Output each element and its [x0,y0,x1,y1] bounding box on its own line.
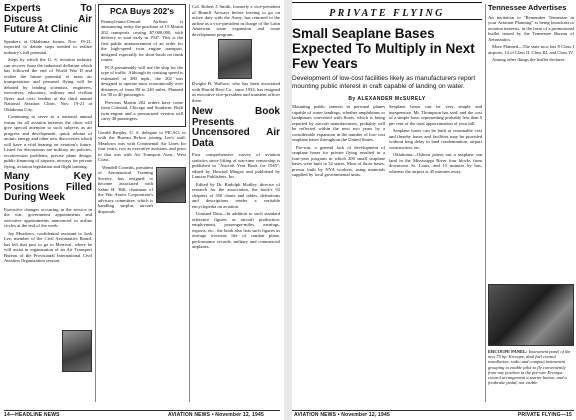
pca-box [98,4,186,127]
lead-headline: Small Seaplane Bases Expected To Multiply in Next Few Years [292,26,475,71]
headline-key-positions: Many Key Positions Filled During Week [4,171,92,203]
article-paragraph: Among other things the leaflet declares: [492,57,566,63]
article-paragraph: Wendell Coombs, president of Aeronautical Training Society, has resigned to become associated with Sabin H. Hill, chairman of the War Assets Corporation's advisory committee, which is handling surplus aircraft disposals. [98,164,153,214]
portrait-photo [218,39,252,79]
page-gutter [284,0,292,420]
left-page [0,0,284,420]
column-rule [485,4,486,402]
article-paragraph: Gerald Brophy, U. S. delegate to PICAO, or with the Bureau Before joining Lee's staff, Meadows was with Continental Air Lines for four years, two as executive assistant, and prior to that was with Air Transport Assn., West Coast. [98,129,186,163]
headline-air-clinic: Experts To Discuss Air Future At Clinic [4,4,92,35]
article-paragraph: Seaplane bases can be very simple and inexpensive. Mr. Thompson has said, and the cost of a simple base, representing probably less than 5 per cent of the total approximation of your bill. [389,104,482,126]
article-paragraph: Steps by which the U. S. aviation industry can recover from the industrial deflation which has followed the end of World War II and realize the future potential of mass air transportation and personal flying will be debated by leading scientists, engineers, executives, educators, military and civilian flyers and civic leaders at the third annual National Aviation Clinic, Nov. 19-21 at Oklahoma City. [4,57,92,112]
left-col-1 [4,4,92,266]
headline-pca: PCA Buys 202's [109,6,175,16]
article-paragraph: Edited by Dr. Rudolph Modley, director of research for the association, the book's 92 chapters of 350 charts and tables, definitions and descriptions render a veritable encyclopedia on aviation. [192,181,280,209]
article-paragraph: Previous Martin 202 orders have come from Colonial, Chicago and Southern. Both twin-engine and a pressurized version will carry 40 passengers. [101,99,183,122]
article-paragraph: Jay Meadows, confidential assistant to Josh Lee, member of the Civil Aeronautics Board, has left that post to go to Merrival, where he will assist in organization of an Air Transport Bureau of the Provisional International Civil Aviation Organization session. [4,230,92,263]
ercoupe-panel-photo [488,284,574,346]
ercoupe-figure [488,284,574,385]
right-page [292,0,576,420]
page-footer-right: PRIVATE FLYING—15 [517,412,572,418]
article-paragraph: Unusual Data—In addition to such standard reference figures as aircraft production, employment, passenger-miles, earnings, exports, etc., the book also lists such figures as average overseas life of combat plane, performance records, military and commercial airplanes. [192,211,280,249]
lead-story [292,26,482,106]
article-paragraph: Executive changes occurring in the service in the war, government appointments and executive appointments announced in airline circles at the end of the week. [4,206,92,228]
caption-text: Instrument panel of the new 75 hp. Ercoupe, dual fuel control installation, radio and compact instrument grouping to enable pilot to fly conveniently from any position in the pre-war Ercoupe control arrangement a starter button, and a footbrake pedal, not visible. [488,349,571,386]
left-col-2 [98,4,186,216]
article-paragraph: Speakers at Oklahoma forum, Nov. 19-21, expected to debate steps needed to realize industry's full potential. [4,38,92,55]
column-rule [189,4,190,402]
portrait-photo [62,330,92,372]
article-paragraph: Dwight B. Wallace, who has been associated with Harold Hoyt Co., since 1934, has resigned as executive vice-president and transient officer there. [192,81,280,103]
footer-rule [292,410,574,411]
article-paragraph: Continuing to serve as a national annual forum for all aviation interests the clinic will give special attention to such subjects as air progress and development, quick release of atomic energy and other new discoveries which will have a vital bearing on aviation's future. Listed for discussions are military air policies, reconversion problems, private plane design, public financing of airports, airways for private flying, aviation legislation and flight training. [4,114,92,169]
article-paragraph: Seaplane bases can be built at reasonable cost and thereby bases and facilities may be provided without long delay in land condemnation, airport construction, etc. [389,128,482,150]
section-banner [292,2,482,20]
right-col-b [389,104,482,176]
portrait-photo [156,167,186,203]
byline: By ALEXANDER McSURELY [348,96,426,102]
caption-head: ERCOUPE PANEL: [488,349,528,354]
article-paragraph: Oklahoma—Osborn points out a seaplane can land in the Mississippi River four blocks from downtown St. Louis, and 15 minutes by bus, whereas the airport is 45 minutes away. [389,152,482,174]
article-paragraph: More Planned—The state now has 8 Class I airports, 14 of Class II, Class III, and Class IV. [488,44,574,55]
photo-caption [488,349,574,385]
page-footer-date: AVIATION NEWS • November 12, 1945 [168,412,264,418]
lead-deck: Development of low-cost facilities likely as manufacturers report mounting public interest in craft capable of landing on water. [292,75,476,90]
article-paragraph: An invitation to "Remember Tennessee in your Aviation Planning" is being broadcast to aviation interests, in the form of a promotional leaflet issued by the Tennessee Bureau of Aeronautics. [488,14,574,42]
page-footer-left: 14—HEADLINE NEWS [4,412,60,418]
right-col-c [488,4,574,65]
left-col-3 [192,4,280,252]
article-paragraph: Pre-war, a general lack of development of seaplane bases for private flying resulted in a four-year program in which 200 small seaplane bases were built in 32 states. Most of those bases, prewar built by NYA workers, using materials supplied by local governmental units. [292,144,385,177]
headline-tennessee: Tennessee Advertises [488,4,567,12]
article-paragraph: PCA presumably will use the ship for the type of traffic. Although its cruising speed is estimated at 280 mph., the 202 was designed to operate most economically over distances of from 80 to 240 miles. Planned for 30 to 40 passengers. [101,64,183,98]
column-rule [95,4,96,402]
headline-new-book: New Book Presents Uncensored Air Data [192,106,280,149]
page-footer-date: AVIATION NEWS • November 12, 1945 [294,412,390,418]
right-col-a [292,104,385,180]
footer-rule [4,410,280,411]
article-paragraph: Mounting public interest in personal planes capable of water landings, whether amphibians or landplanes converted with floats, which is being reported by aircraft manufacturers, probably will be reflected within the next two years by a considerable expansion in the number of low-cost seaplane bases throughout the United States. [292,104,385,142]
section-title: PRIVATE FLYING [329,8,445,19]
article-paragraph: Pennsylvania-Central Airlines is announcing today the purchase of 15 Martin 202 transports costing $7,000,000, with delivery to start early in 1947. This is the first public announcement of an order for the high-speed twin engine transport, designed especially for short-hauls on trunk routes. [101,18,183,63]
article-paragraph: First comprehensive survey of aviation statistics since lifting of war-time censorship is published in "Aircraft Year Book for 1945", edited by Howard Mingos and published by Lanciar Publishers, Inc. [192,152,280,179]
article-paragraph: Col. Robert J. Smith, formerly a vice-president of Braniff Airways before leaving to go on active duty with the Army, has returned to the airline as a vice-president in charge of the Latin American route expansion and route development program. [192,4,280,37]
